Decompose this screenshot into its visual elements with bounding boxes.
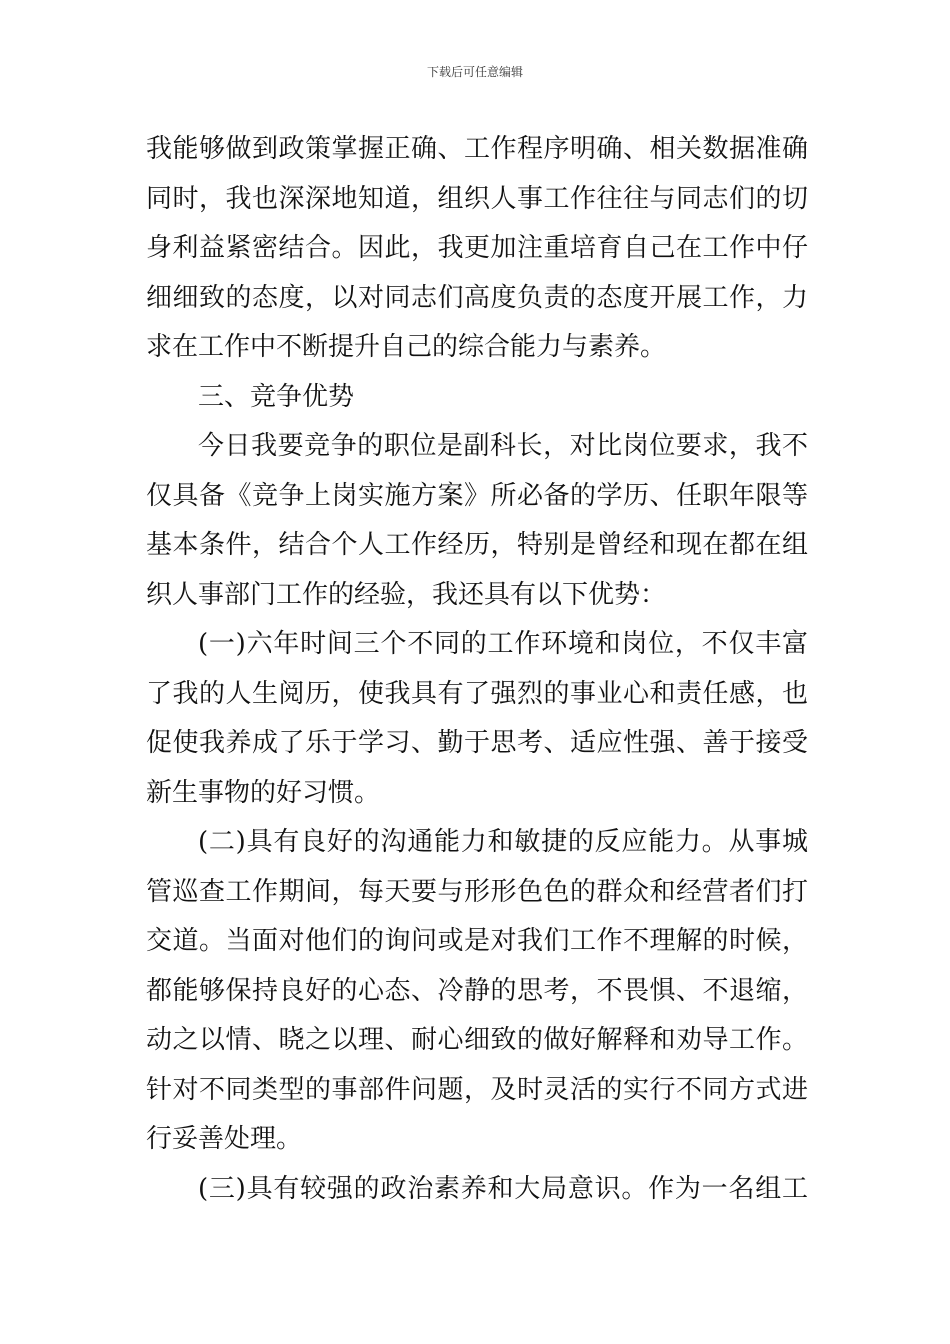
text-line: 促使我养成了乐于学习、勤于思考、适应性强、善于接受 — [146, 728, 808, 758]
text-line: 身利益紧密结合。因此，我更加注重培育自己在工作中仔 — [146, 233, 808, 263]
text-line: (三)具有较强的政治素养和大局意识。作为一名组工 — [198, 1173, 808, 1204]
text-line: 今日我要竞争的职位是副科长，对比岗位要求，我不 — [198, 431, 808, 461]
text-line: 求在工作中不断提升自己的综合能力与素养。 — [146, 332, 667, 362]
text-line: 仅具备《竞争上岗实施方案》所必备的学历、任职年限等 — [146, 480, 808, 511]
text-line: 了我的人生阅历，使我具有了强烈的事业心和责任感，也 — [146, 678, 808, 709]
text-line: 同时，我也深深地知道，组织人事工作往往与同志们的切 — [146, 183, 808, 214]
text-line: (二)具有良好的沟通能力和敏捷的反应能力。从事城 — [198, 827, 808, 857]
text-line: 针对不同类型的事部件问题，及时灵活的实行不同方式进 — [146, 1074, 808, 1105]
text-line: (一)六年时间三个不同的工作环境和岗位，不仅丰富 — [198, 629, 808, 659]
text-line: 行妥善处理。 — [146, 1124, 303, 1154]
text-line: 动之以情、晓之以理、耐心细致的做好解释和劝导工作。 — [146, 1025, 808, 1055]
document-body — [146, 125, 808, 1214]
text-line: 基本条件，结合个人工作经历，特别是曾经和现在都在组 — [146, 530, 808, 560]
text-line: 新生事物的好习惯。 — [146, 777, 381, 808]
page-header: 下载后可任意编辑 — [426, 65, 523, 79]
text-line: 我能够做到政策掌握正确、工作程序明确、相关数据准确 — [146, 134, 808, 164]
text-line: 管巡查工作期间，每天要与形形色色的群众和经营者们打 — [146, 876, 808, 907]
text-line: 织人事部门工作的经验，我还具有以下优势： — [146, 579, 667, 610]
text-line: 都能够保持良好的心态、冷静的思考，不畏惧、不退缩， — [146, 975, 808, 1006]
text-line: 细细致的态度，以对同志们高度负责的态度开展工作，力 — [146, 282, 808, 313]
text-line: 交道。当面对他们的询问或是对我们工作不理解的时候， — [146, 926, 808, 956]
section-heading: 三、竞争优势 — [198, 381, 355, 412]
